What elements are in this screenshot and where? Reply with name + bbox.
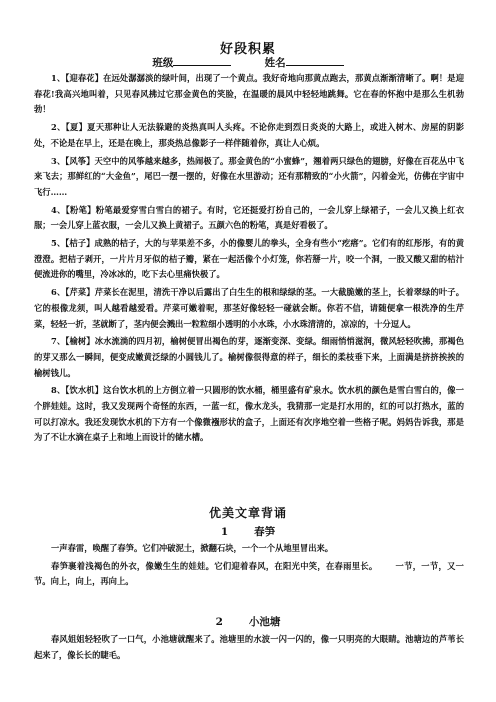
name-label: 姓名 <box>264 57 286 69</box>
class-label: 班级 <box>152 57 174 69</box>
article-1-paragraph-2-text: 春笋裹着浅褐色的外衣，像嫩生生的娃娃。它们迎着春风，在阳光中笑，在春雨里长。 <box>51 560 378 571</box>
article-2-title: 小池塘 <box>248 616 281 628</box>
article-1-body <box>34 541 464 592</box>
article-1-title: 春笋 <box>254 526 276 538</box>
section-title: 优美文章背诵 <box>208 506 287 520</box>
article-1-paragraph-3: 一节，一节，又一节。向上，向上，再向上。 <box>34 560 464 587</box>
page-title: 好段积累 <box>219 42 276 57</box>
paragraph-7: 7、【榆树】冰水流淌的四月初，榆树便冒出褐色的芽，逐渐变深、变绿。细雨悄悄滋润，微风轻轻吹拂，那褐色的芽又那么一瞬间，便变成嫩黄泛绿的小圆钱儿了。榆树像很得意的样子，细长的柔枝垂下来，上面满是挤挤挨挨的榆树钱儿。 <box>34 336 464 378</box>
paragraph-8: 8、【饮水机】这台饮水机的上方倒立着一只圆形的饮水桶，桶里盛有矿泉水。饮水机的颜色是雪白雪白的，像一个胖娃娃。这时，我又发现两个奇怪的东西，一蓝一红，像水龙头，我猜那一定是打水用的，红的可以打热水，蓝的可以打凉水。我还发现饮水机的下方有一个像微襁形状的盒子，上面还有次序地空着一些格子呢。妈妈告诉我，那是为了不让水滴在桌子上和地上而设计的储水槽。 <box>34 385 464 443</box>
article-2-number: 2 <box>215 616 223 628</box>
paragraph-2: 2、【夏】夏天那种让人无法躲避的炎热真叫人头疼。不论你走到烈日炎炎的大路上，或进入树木、房屋的阴影处，不论是在早上，还是在晚上，那炎热总像影子一样伴随着你，真让人心烦。 <box>34 122 464 148</box>
student-info-fields <box>0 55 496 70</box>
article-1-number: 1 <box>220 526 229 538</box>
paragraph-3: 3、【风筝】天空中的风筝越来越多，热闹极了。那金黄色的“小蜜蜂”，翘着两只绿色的翅膀，好像在百花丛中飞来飞去；那鲜红的“大金鱼”，尾巴一摆一摆的，好像在水里游动；还有那精致的“小火箭”，闪着金光，仿佛在宇宙中飞行…… <box>34 155 464 197</box>
article-2-paragraph-1: 春风姐姐轻轻吹了一口气，小池塘就醒来了。池塘里的水波一闪一闪的，像一只明亮的大眼睛。池塘边的芦苇长起来了，像长长的睫毛。 <box>34 634 464 660</box>
paragraph-5: 5、【桔子】成熟的桔子，大的与苹果差不多，小的像婴儿的拳头，全身有些小“疙瘩”。它们有的红彤彤，有的黄澄澄。把桔子剥开，一片片月牙似的桔子瓣，紧在一起活像个小灯笼，你若掰一片，咬一个洞，一股又酸又甜的桔汁便流进你的嘴里，冷冰冰的，吃下去心里痛快极了。 <box>34 238 464 280</box>
article-2-body <box>34 632 464 665</box>
paragraph-1: 1、【迎春花】在远处潺潺淡的绿叶间，出现了一个黄点。我好奇地向那黄点跑去，那黄点渐渐清晰了。啊！是迎春花!我高兴地叫着，只见春风拂过它那金黄色的笑脸，在温暖的晨风中轻轻地跳舞。它在春的怀抱中是那么生机勃勃！ <box>34 73 464 115</box>
class-input-line[interactable] <box>173 56 231 66</box>
name-input-line[interactable] <box>286 56 344 66</box>
article-1-paragraph-2 <box>34 559 464 590</box>
paragraph-4: 4、【粉笔】粉笔最爱穿雪白雪白的裙子。有时，它还挺爱打扮自己的，一会儿穿上绿裙子，一会儿又换上红衣服；一会儿穿上蓝衣服，一会儿又换上黄裙子。五颜六色的粉笔，真是好看极了。 <box>34 204 464 231</box>
article-1-paragraph-1: 一声春雷，唤醒了春笋。它们冲破泥土，掀翻石块，一个一个从地里冒出来。 <box>51 543 334 553</box>
paragraph-6: 6、【芹菜】芹菜长在泥里，清洗干净以后露出了白生生的根和绿绿的茎。一大截脆嫩的茎上，长着翠绿的叶子。它的根像龙须，叫人越看越爱看。芹菜可嫩着呢，那茎好像轻轻一碰就会断。你若不信，请随便拿一根洗净的生芹菜，轻轻一折，茎就断了，茎内便会溅出一粒粒细小透明的小水珠，小水珠清清的，凉凉的，十分逗人。 <box>34 287 464 329</box>
paragraph-list <box>34 71 464 448</box>
article-2-heading <box>0 614 496 629</box>
article-1-heading <box>0 524 496 539</box>
